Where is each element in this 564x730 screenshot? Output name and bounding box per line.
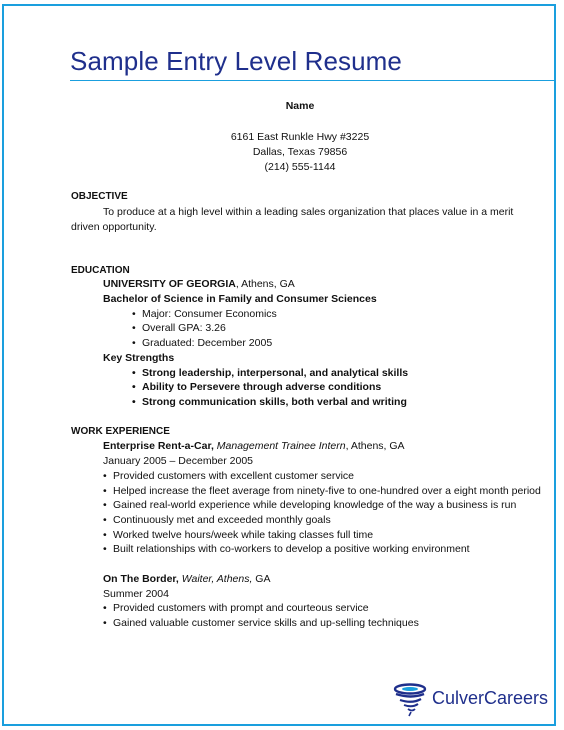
bullet: •: [103, 485, 107, 497]
strength-text: Strong communication skills, both verbal and writing: [142, 396, 407, 408]
bullet-text: Provided customers with excellent customer service: [113, 470, 355, 482]
job2-company: On The Border,: [103, 573, 179, 585]
brand-name: CulverCareers: [432, 688, 549, 708]
education-detail: [132, 322, 226, 335]
bullet: •: [103, 617, 107, 629]
job1-title-line: [103, 440, 405, 453]
bullet: •: [132, 367, 136, 379]
job2-role: Waiter, Athens,: [178, 573, 253, 585]
bullet: •: [132, 396, 136, 408]
address-line-1: 6161 East Runkle Hwy #3225: [230, 131, 370, 143]
strength-item: [132, 367, 408, 380]
job2-bullet: [103, 617, 419, 630]
objective-line-1: To produce at a high level within a leading sales organization that places value in a merit: [103, 206, 514, 218]
education-detail: [132, 308, 277, 321]
bullet: •: [103, 602, 107, 614]
address-line-2: Dallas, Texas 79856: [252, 146, 348, 158]
bullet: •: [132, 381, 136, 393]
bullet-text: Provided customers with prompt and courteous service: [113, 602, 369, 614]
title-divider: [70, 80, 556, 81]
degree: Bachelor of Science in Family and Consumer Sciences: [103, 293, 377, 305]
objective-heading: OBJECTIVE: [71, 191, 128, 202]
job1-bullet: [103, 543, 470, 556]
school-location: , Athens, GA: [235, 278, 295, 290]
objective-line-2: driven opportunity.: [71, 221, 157, 233]
school-name: UNIVERSITY OF GEORGIA: [103, 278, 236, 290]
work-heading: WORK EXPERIENCE: [71, 426, 170, 437]
job1-bullet: [103, 485, 541, 498]
key-strengths-heading: Key Strengths: [103, 352, 175, 364]
bullet: •: [103, 470, 107, 482]
bullet-text: Continuously met and exceeded monthly goals: [113, 514, 331, 526]
bullet: •: [132, 337, 136, 349]
education-heading: EDUCATION: [71, 265, 130, 276]
job1-bullet: [103, 529, 373, 542]
bullet-text: Worked twelve hours/week while taking classes full time: [113, 529, 374, 541]
detail-text: Graduated: December 2005: [142, 337, 273, 349]
strength-item: [132, 396, 407, 409]
bullet-text: Gained valuable customer service skills and up-selling techniques: [113, 617, 419, 629]
job1-role: Management Trainee Intern: [213, 440, 346, 452]
bullet: •: [103, 529, 107, 541]
bullet-text: Gained real-world experience while developing knowledge of the way a business is run: [113, 499, 517, 511]
bullet-text: Built relationships with co-workers to develop a positive working environment: [113, 543, 470, 555]
strength-text: Ability to Persevere through adverse conditions: [142, 381, 382, 393]
bullet: •: [132, 308, 136, 320]
page-title: Sample Entry Level Resume: [70, 46, 402, 76]
job2-bullet: [103, 602, 369, 615]
education-detail: [132, 337, 272, 350]
job2-title-line: [103, 573, 270, 586]
bullet: •: [103, 514, 107, 526]
job1-bullet: [103, 499, 516, 512]
bullet: •: [103, 543, 107, 555]
job2-dates: Summer 2004: [103, 588, 169, 600]
job1-location: , Athens, GA: [345, 440, 405, 452]
tornado-logo-icon: [391, 683, 431, 717]
bullet: •: [132, 322, 136, 334]
bullet: •: [103, 499, 107, 511]
job2-location: GA: [252, 573, 271, 585]
resume-name: Name: [285, 100, 315, 112]
phone-number: (214) 555-1144: [264, 161, 336, 173]
detail-text: Overall GPA: 3.26: [142, 322, 226, 334]
school-line: [103, 278, 295, 291]
strength-item: [132, 381, 381, 394]
job1-bullet: [103, 470, 354, 483]
detail-text: Major: Consumer Economics: [142, 308, 277, 320]
job1-company: Enterprise Rent-a-Car,: [103, 440, 214, 452]
job1-dates: January 2005 – December 2005: [103, 455, 254, 467]
bullet-text: Helped increase the fleet average from ninety-five to one-hundred over a eight month period: [113, 485, 541, 497]
job1-bullet: [103, 514, 331, 527]
strength-text: Strong leadership, interpersonal, and analytical skills: [142, 367, 409, 379]
